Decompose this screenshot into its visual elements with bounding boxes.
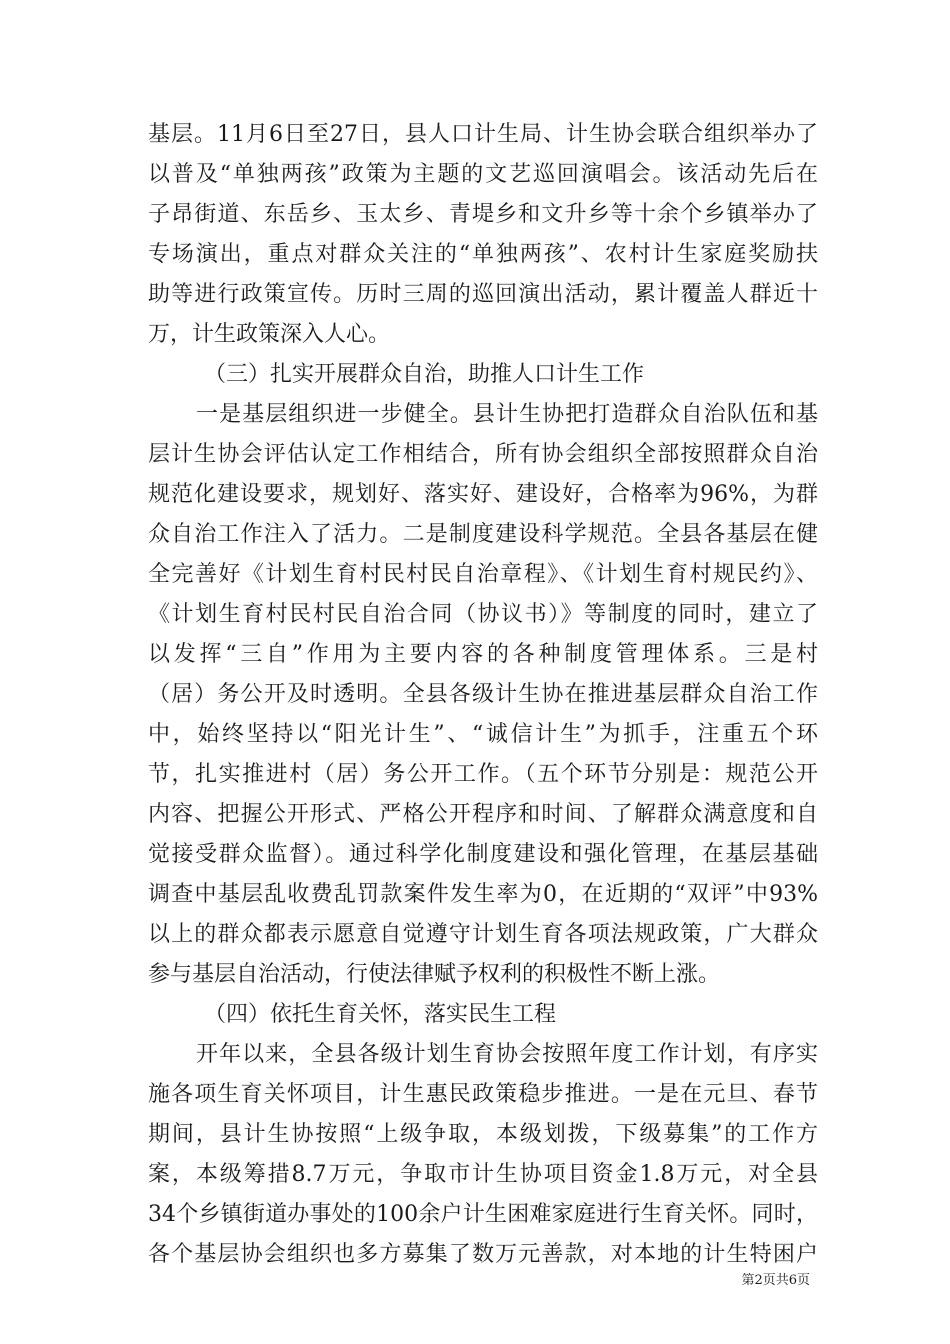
section-heading-4: （四）依托生育关怀，落实民生工程 xyxy=(204,1002,557,1027)
paragraph-line: 案，本级筹措8.7万元，争取市计生协项目资金1.8万元，对全县 xyxy=(148,1162,818,1187)
paragraph-line: 节，扎实推进村（居）务公开工作。（五个环节分别是：规范公开 xyxy=(148,762,818,787)
paragraph-line: 子昂街道、东岳乡、玉太乡、青堤乡和文升乡等十余个乡镇举办了 xyxy=(148,202,818,227)
paragraph-line: 层计生协会评估认定工作相结合，所有协会组织全部按照群众自治 xyxy=(148,442,818,467)
paragraph-line: 以普及“单独两孩”政策为主题的文艺巡回演唱会。该活动先后在 xyxy=(148,162,818,187)
paragraph-line: 助等进行政策宣传。历时三周的巡回演出活动，累计覆盖人群近十 xyxy=(148,282,818,307)
paragraph-line: 调查中基层乱收费乱罚款案件发生率为0，在近期的“双评”中93% xyxy=(148,882,818,907)
paragraph-line: 内容、把握公开形式、严格公开程序和时间、了解群众满意度和自 xyxy=(148,802,818,827)
paragraph-line: （居）务公开及时透明。全县各级计生协在推进基层群众自治工作 xyxy=(148,682,818,707)
paragraph-line: 中，始终坚持以“阳光计生”、“诚信计生”为抓手，注重五个环 xyxy=(148,722,818,747)
paragraph-line: 规范化建设要求，规划好、落实好、建设好，合格率为96%，为群 xyxy=(148,482,818,507)
section-heading-3: （三）扎实开展群众自治，助推人口计生工作 xyxy=(204,362,645,387)
paragraph-line: 各个基层协会组织也多方募集了数万元善款，对本地的计生特困户 xyxy=(148,1242,818,1267)
page-number: 第2页共6页 xyxy=(741,1273,810,1288)
paragraph-line: 一是基层组织进一步健全。县计生协把打造群众自治队伍和基 xyxy=(196,402,818,427)
paragraph-line: 全完善好《计划生育村民村民自治章程》、《计划生育村规民约》、 xyxy=(148,562,818,587)
paragraph-line: 基层。11月6日至27日，县人口计生局、计生协会联合组织举办了 xyxy=(148,122,818,147)
paragraph-line: 觉接受群众监督）。通过科学化制度建设和强化管理，在基层基础 xyxy=(148,842,818,867)
paragraph-line: 34个乡镇街道办事处的100余户计生困难家庭进行生育关怀。同时， xyxy=(148,1202,818,1227)
paragraph-line: 参与基层自治活动，行使法律赋予权利的积极性不断上涨。 xyxy=(148,962,721,987)
paragraph-line: 以上的群众都表示愿意自觉遵守计划生育各项法规政策，广大群众 xyxy=(148,922,818,947)
paragraph-line: 《计划生育村民村民自治合同（协议书）》等制度的同时，建立了 xyxy=(148,602,818,627)
paragraph-line: 施各项生育关怀项目，计生惠民政策稳步推进。一是在元旦、春节 xyxy=(148,1082,818,1107)
paragraph-line: 开年以来，全县各级计划生育协会按照年度工作计划，有序实 xyxy=(196,1042,818,1067)
paragraph-line: 众自治工作注入了活力。二是制度建设科学规范。全县各基层在健 xyxy=(148,522,818,547)
paragraph-line: 期间，县计生协按照“上级争取，本级划拨，下级募集”的工作方 xyxy=(148,1122,818,1147)
paragraph-line: 专场演出，重点对群众关注的“单独两孩”、农村计生家庭奖励扶 xyxy=(148,242,818,267)
paragraph-line: 以发挥“三自”作用为主要内容的各种制度管理体系。三是村 xyxy=(148,642,818,667)
paragraph-line: 万，计生政策深入人心。 xyxy=(148,322,391,347)
